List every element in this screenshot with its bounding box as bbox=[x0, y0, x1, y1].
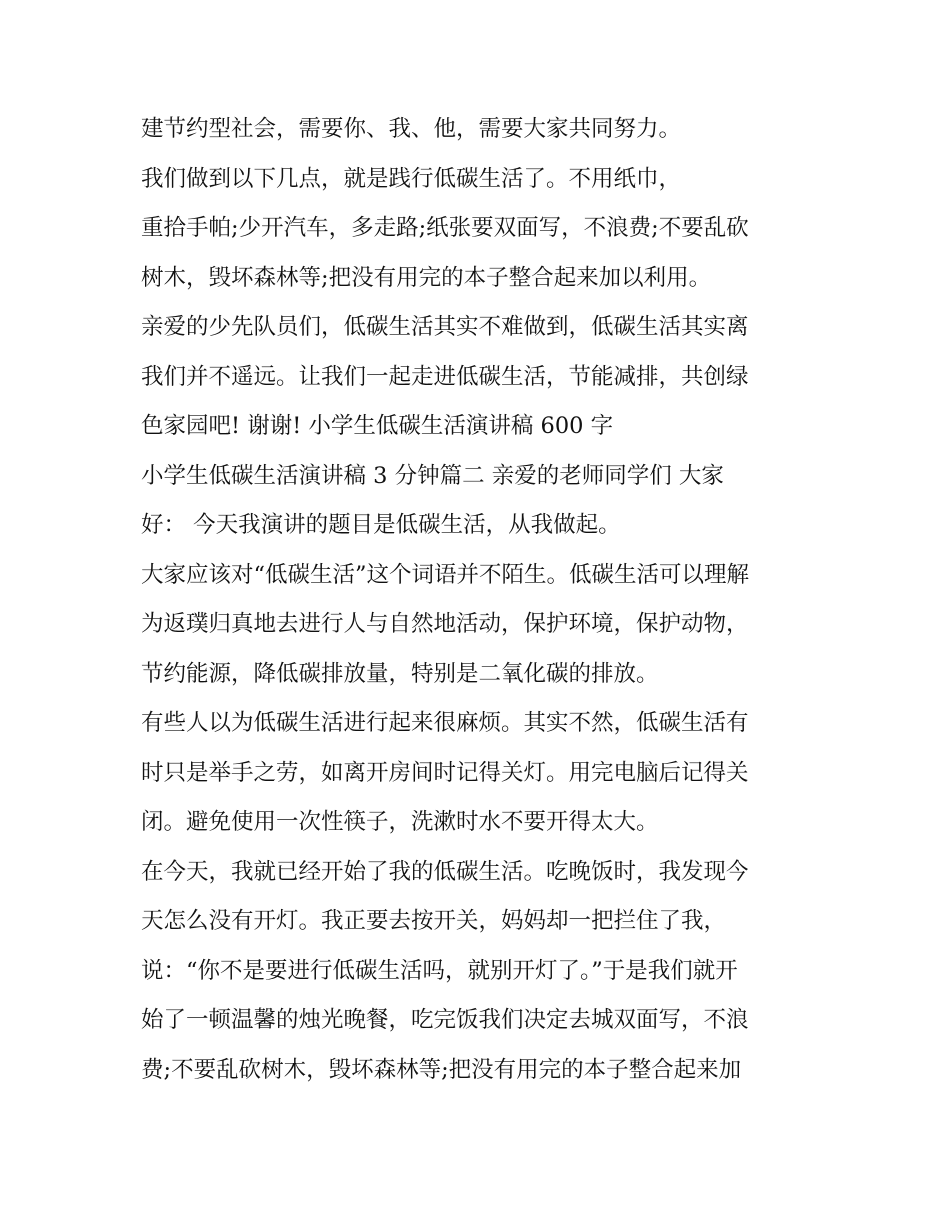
text-line-12: 节约能源，降低碳排放量，特别是二氧化碳的排放。 bbox=[141, 660, 659, 687]
text-line-4: 树木，毁坏森林等;把没有用完的本子整合起来加以利用。 bbox=[141, 264, 712, 291]
document-body bbox=[141, 110, 821, 1100]
text-line-5: 亲爱的少先队员们，低碳生活其实不难做到，低碳生活其实离 bbox=[141, 314, 749, 340]
text-line-2: 我们做到以下几点，就是践行低碳生活了。不用纸巾， bbox=[141, 165, 682, 192]
text-line-8: 小学生低碳生活演讲稿 3 分钟篇二 亲爱的老师同学们 大家 bbox=[141, 462, 724, 489]
text-line-14: 时只是举手之劳，如离开房间时记得关灯。用完电脑后记得关 bbox=[141, 759, 749, 786]
text-line-10: 大家应该对“低碳生活”这个词语并不陌生。低碳生活可以理解 bbox=[141, 561, 750, 588]
text-line-9: 好： 今天我演讲的题目是低碳生活，从我做起。 bbox=[141, 512, 621, 538]
text-line-15: 闭。避免使用一次性筷子，洗漱时水不要开得太大。 bbox=[141, 809, 659, 835]
text-line-16: 在今天，我就已经开始了我的低碳生活。吃晚饭时，我发现今 bbox=[141, 858, 749, 885]
text-line-13: 有些人以为低碳生活进行起来很麻烦。其实不然，低碳生活有 bbox=[141, 710, 749, 736]
text-line-11: 为返璞归真地去进行人与自然地活动，保护环境，保护动物， bbox=[141, 611, 749, 637]
text-line-7: 色家园吧! 谢谢! 小学生低碳生活演讲稿 600 字 bbox=[141, 413, 614, 439]
text-line-6: 我们并不遥远。让我们一起走进低碳生活，节能减排，共创绿 bbox=[141, 363, 749, 390]
text-line-19: 始了一顿温馨的烛光晚餐，吃完饭我们决定去城双面写，不浪 bbox=[141, 1007, 749, 1033]
text-line-3: 重拾手帕;少开汽车，多走路;纸张要双面写，不浪费;不要乱砍 bbox=[141, 215, 749, 241]
text-line-20: 费;不要乱砍树木，毁坏森林等;把没有用完的本子整合起来加 bbox=[141, 1056, 742, 1083]
text-line-18: 说：“你不是要进行低碳生活吗，就别开灯了。”于是我们就开 bbox=[141, 957, 738, 984]
text-line-17: 天怎么没有开灯。我正要去按开关，妈妈却一把拦住了我， bbox=[141, 908, 727, 934]
text-line-1: 建节约型社会，需要你、我、他，需要大家共同努力。 bbox=[141, 116, 682, 142]
